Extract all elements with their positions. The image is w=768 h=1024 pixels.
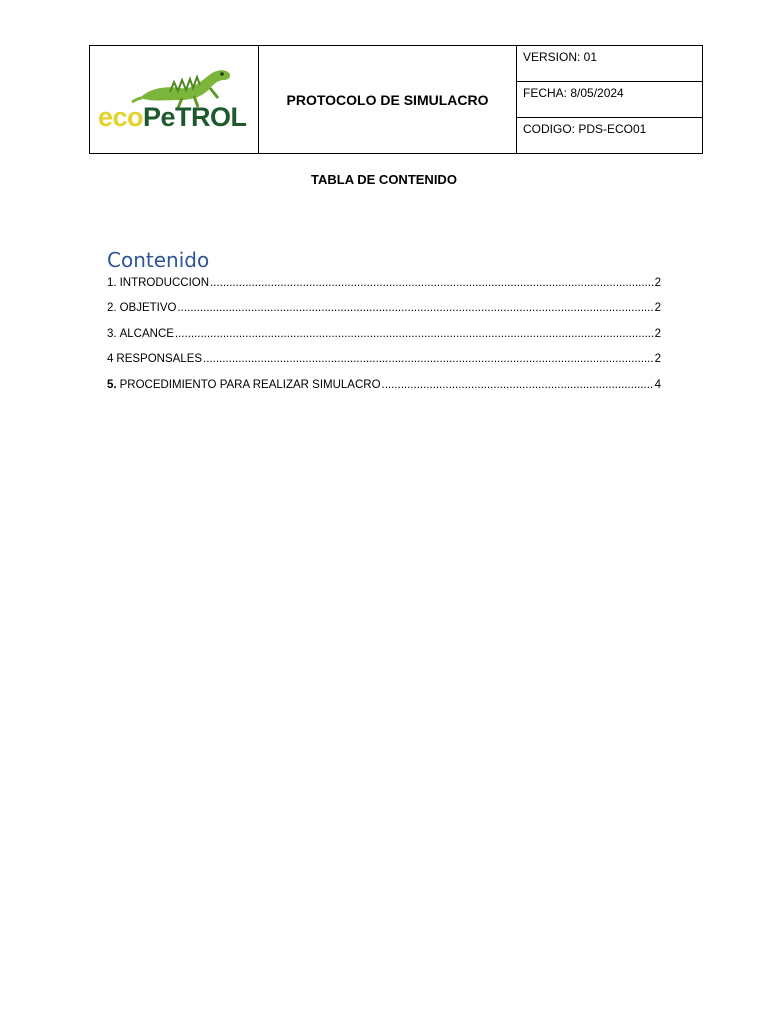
- toc-page-number: 4: [654, 378, 661, 391]
- toc-page-number: 2: [654, 327, 661, 340]
- toc-page-number: 2: [654, 302, 661, 315]
- codigo-text: CODIGO: PDS-ECO01: [523, 122, 647, 136]
- toc-entry-introduccion[interactable]: [107, 277, 661, 302]
- toc-leader-dots: [177, 302, 653, 314]
- toc-number: 5.: [107, 378, 117, 391]
- toc-label: RESPONSALES: [116, 353, 203, 366]
- toc-number: 4: [107, 353, 114, 366]
- toc-label: ALCANCE: [119, 327, 174, 340]
- version-cell: [517, 46, 703, 82]
- toc-page-number: 2: [654, 277, 661, 289]
- toc-number: 3.: [107, 327, 117, 340]
- toc-leader-dots: [203, 353, 654, 365]
- logo-petrol-text: PeTROL: [143, 102, 247, 132]
- ecopetrol-logo: [90, 46, 258, 153]
- toc-label: INTRODUCCION: [119, 277, 210, 289]
- logo-eco-text: eco: [98, 102, 144, 132]
- toc-leader-dots: [382, 379, 654, 391]
- logo-wordmark: [98, 104, 247, 131]
- toc-number: 2.: [107, 302, 117, 315]
- toc-entry-alcance[interactable]: [107, 328, 661, 353]
- fecha-text: FECHA: 8/05/2024: [523, 86, 624, 100]
- toc-page-number: 2: [654, 353, 661, 366]
- document-title: PROTOCOLO DE SIMULACRO: [259, 46, 517, 154]
- contenido-title: Contenido: [107, 248, 210, 272]
- logo-cell: [90, 46, 259, 154]
- toc-list: [107, 277, 661, 404]
- toc-entry-responsales[interactable]: [107, 353, 661, 378]
- toc-leader-dots: [210, 277, 654, 289]
- version-text: VERSION: 01: [523, 50, 598, 64]
- toc-label: PROCEDIMIENTO PARA REALIZAR SIMULACRO: [119, 378, 381, 391]
- toc-entry-procedimiento[interactable]: [107, 379, 661, 404]
- toc-label: OBJETIVO: [119, 302, 177, 315]
- document-header-table: [89, 45, 703, 154]
- toc-heading: TABLA DE CONTENIDO: [311, 172, 457, 187]
- codigo-cell: [517, 118, 703, 154]
- toc-entry-objetivo[interactable]: [107, 302, 661, 327]
- fecha-cell: [517, 82, 703, 118]
- toc-number: 1.: [107, 277, 117, 289]
- toc-leader-dots: [175, 328, 654, 340]
